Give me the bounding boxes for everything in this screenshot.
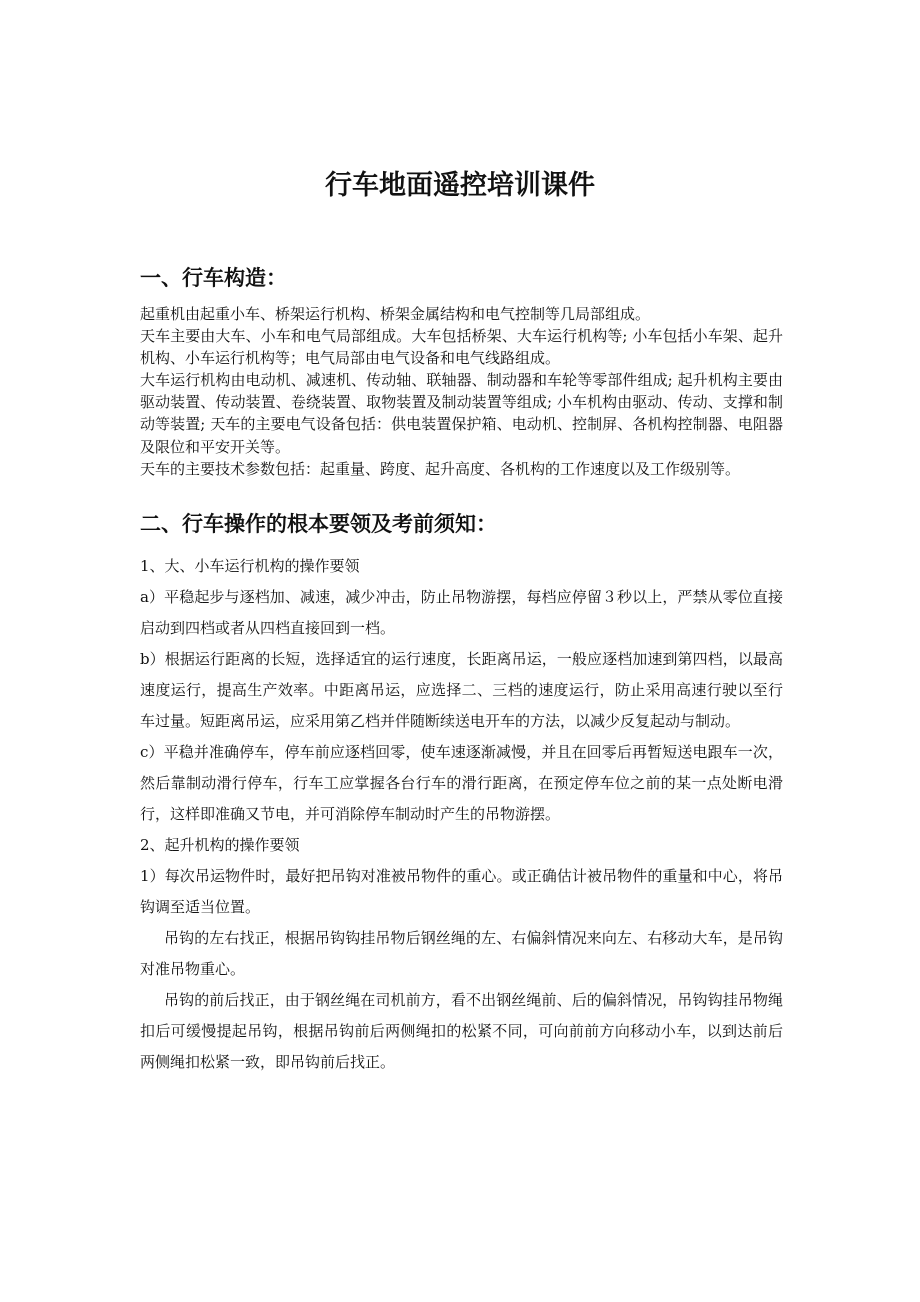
paragraph: c）平稳并准确停车，停车前应逐档回零，使车速逐渐减慢，并且在回零后再暂短送电跟车一次，然后靠制动滑行停车，行车工应掌握各台行车的滑行距离，在预定停车位之前的某一点处断电滑行，这样即准确又节电，并可消除停车制动时产生的吊物游摆。 [140,743,783,823]
document-title: 行车地面遥控培训课件 [325,170,595,201]
paragraph: 吊钩的左右找正，根据吊钩钩挂吊物后钢丝绳的左、右偏斜情况来向左、右移动大车，是吊钩对准吊物重心。 [140,929,783,978]
paragraph: 天车的主要技术参数包括：起重量、跨度、起升高度、各机构的工作速度以及工作级别等。 [140,459,741,478]
paragraph: 2、起升机构的操作要领 [140,836,300,854]
section2-body [140,551,783,1078]
paragraph: 天车主要由大车、小车和电气局部组成。大车包括桥架、大车运行机构等; 小车包括小车架、起升机构、小车运行机构等；电气局部由电气设备和电气线路组成。 [140,327,783,368]
paragraph: 吊钩的前后找正，由于钢丝绳在司机前方，看不出钢丝绳前、后的偏斜情况，吊钩钩挂吊物绳扣后可缓慢提起吊钩，根据吊钩前后两侧绳扣的松紧不同，可向前前方向移动小车，以到达前后两侧绳扣松紧一致，即吊钩前后找正。 [140,991,783,1071]
paragraph: a）平稳起步与逐档加、减速，减少冲击，防止吊物游摆，每档应停留３秒以上，严禁从零位直接启动到四档或者从四档直接回到一档。 [140,588,783,637]
paragraph: b）根据运行距离的长短，选择适宜的运行速度，长距离吊运，一般应逐档加速到第四档，以最高速度运行，提高生产效率。中距离吊运，应选择二、三档的速度运行，防止采用高速行驶以至行车过量。短距离吊运，应采用第乙档并伴随断续送电开车的方法，以减少反复起动与制动。 [140,650,783,730]
section1-heading: 一、行车构造： [140,266,287,290]
section1-body [140,303,783,480]
paragraph: 大车运行机构由电动机、减速机、传动轴、联轴器、制动器和车轮等零部件组成; 起升机构主要由驱动装置、传动装置、卷绕装置、取物装置及制动装置等组成; 小车机构由驱动、传动、支撑和制动等装置; 天车的主要电气设备包括：供电装置保护箱、电动机、控制屏、各机构控制器、电阻器及限位和平安开关等。 [140,371,783,456]
section2-heading: 二、行车操作的根本要领及考前须知： [140,512,497,536]
paragraph: 起重机由起重小车、桥架运行机构、桥架金属结构和电气控制等几局部组成。 [140,305,651,323]
paragraph: 1、大、小车运行机构的操作要领 [140,557,360,575]
paragraph: 1）每次吊运物件时，最好把吊钩对准被吊物件的重心。或正确估计被吊物件的重量和中心，将吊钩调至适当位置。 [140,867,783,916]
